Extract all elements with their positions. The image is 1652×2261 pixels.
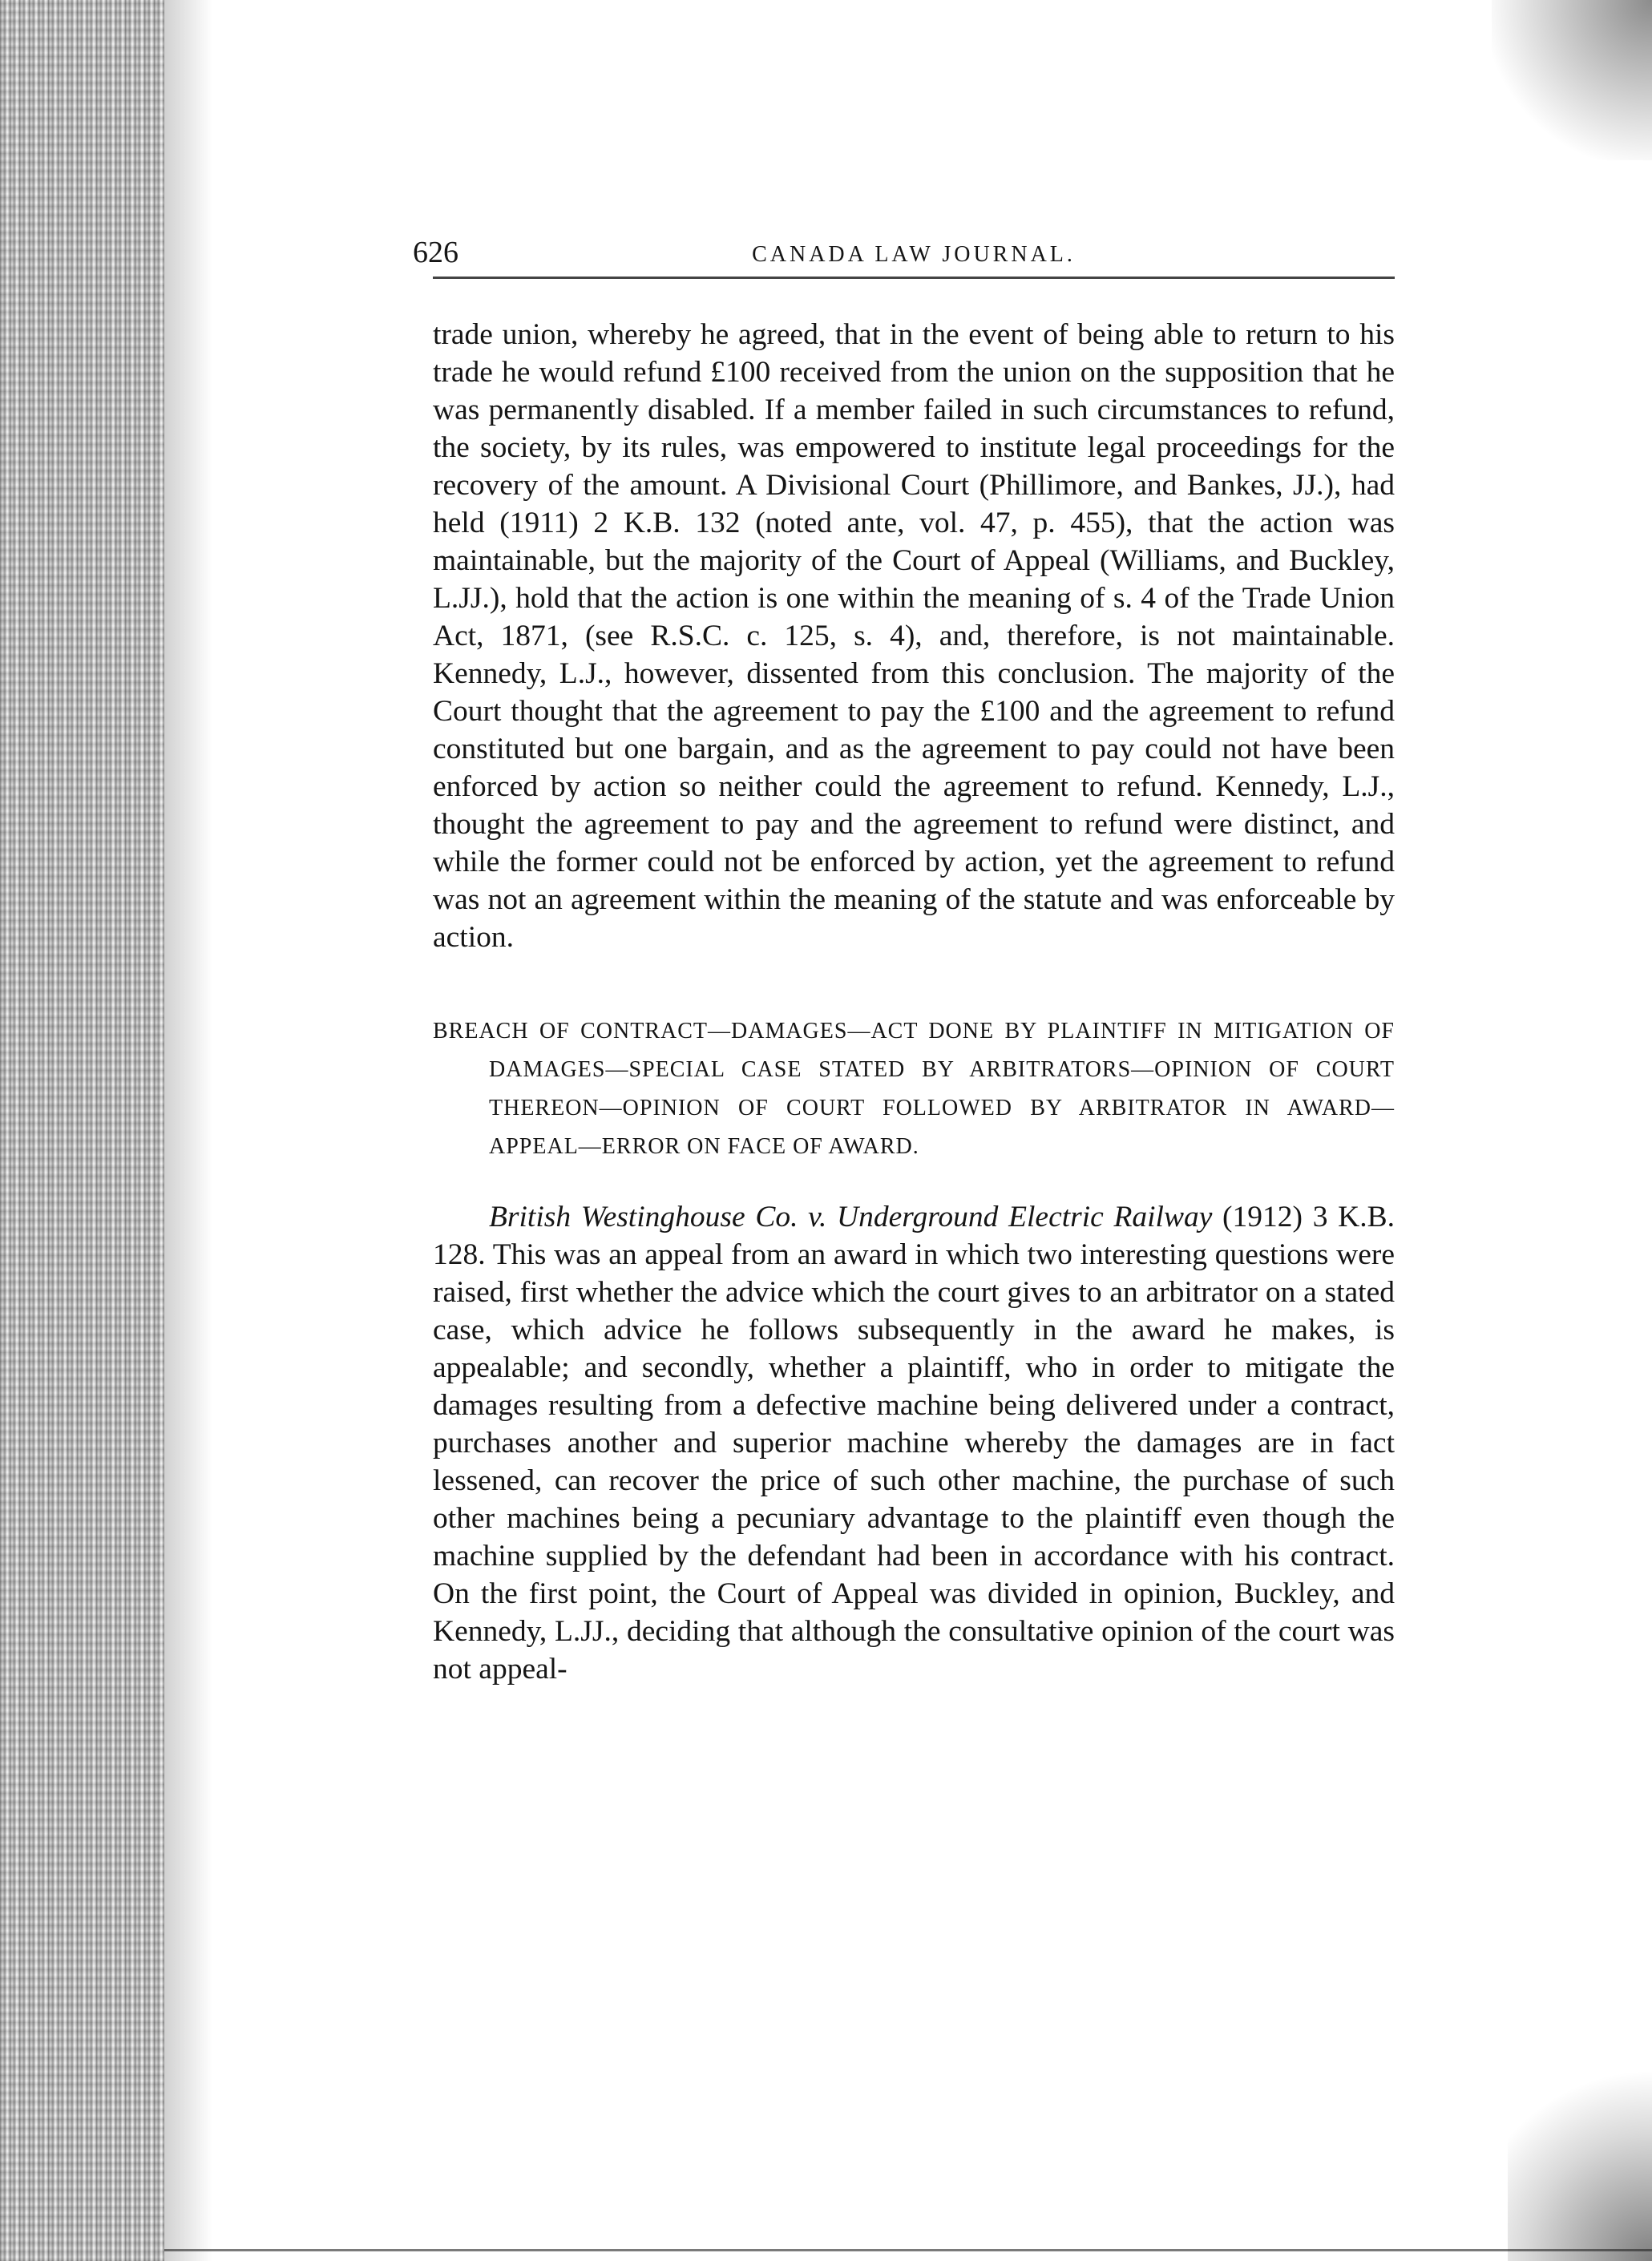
case-name: British Westinghouse Co. v. Underground Electric Railway	[489, 1201, 1213, 1233]
page-body	[433, 316, 1395, 1688]
journal-page	[413, 228, 1395, 1688]
case-text	[433, 1198, 1395, 1688]
case-paragraph	[433, 1198, 1395, 1688]
scan-binding-shadow	[0, 0, 164, 2261]
running-title: CANADA LAW JOURNAL.	[752, 242, 1076, 267]
page-header	[413, 228, 1395, 279]
case-headnote	[433, 1012, 1395, 1166]
section-heading: BREACH OF CONTRACT—DAMAGES—ACT DONE BY PLAINTIFF IN MITIGATION OF DAMAGES—SPECIAL CASE STATED BY ARBITRATORS—OPINION OF COURT THEREON—OPINION OF COURT FOLLOWED BY ARBITRATOR IN AWARD—APPEAL—ERROR ON FACE OF AWARD.	[433, 1019, 1395, 1159]
scan-binding-fade	[164, 0, 212, 2261]
scan-corner-shadow-bottom	[1508, 2053, 1652, 2261]
case-body: (1912) 3 K.B. 128. This was an appeal from an award in which two interesting questions were raised, first whether the advice which the court gives to an arbitrator on a stated case, which advice he follows subsequently in the award he makes, is appealable; and secondly, whether a plaintiff, who in order to mitigate the damages resulting from a defective machine being delivered under a contract, purchases another and superior machine whereby the damages are in fact lessened, can recover the price of such other machine, the purchase of such other machines being a pecuniary advantage to the plaintiff even though the machine supplied by the defendant had been in accordance with his contract. On the first point, the Court of Appeal was divided in opinion, Buckley, and Kennedy, L.JJ., deciding that although the consultative opinion of the court was not appeal-	[433, 1201, 1395, 1686]
paragraph-trade-union: trade union, whereby he agreed, that in the event of being able to return to his trade he would refund £100 received from the union on the supposition that he was permanently disabled. If a member failed in such circumstances to refund, the society, by its rules, was empowered to institute legal proceedings for the recovery of the amount. A Divisional Court (Phillimore, and Bankes, JJ.), had held (1911) 2 K.B. 132 (noted ante, vol. 47, p. 455), that the action was maintainable, but the majority of the Court of Appeal (Williams, and Buckley, L.JJ.), hold that the action is one within the meaning of s. 4 of the Trade Union Act, 1871, (see R.S.C. c. 125, s. 4), and, therefore, is not maintainable. Kennedy, L.J., however, dissented from this conclusion. The majority of the Court thought that the agreement to pay the £100 and the agreement to refund constituted but one bargain, and as the agreement to pay could not have been enforced by action so neither could the agreement to refund. Kennedy, L.J., thought the agreement to pay and the agreement to refund were distinct, and while the former could not be enforced by action, yet the agreement to refund was not an agreement within the meaning of the statute and was enforceable by action.	[433, 318, 1395, 954]
scan-bottom-edge	[164, 2249, 1652, 2251]
scan-corner-shadow-top	[1492, 0, 1652, 160]
page-number: 626	[413, 236, 458, 269]
